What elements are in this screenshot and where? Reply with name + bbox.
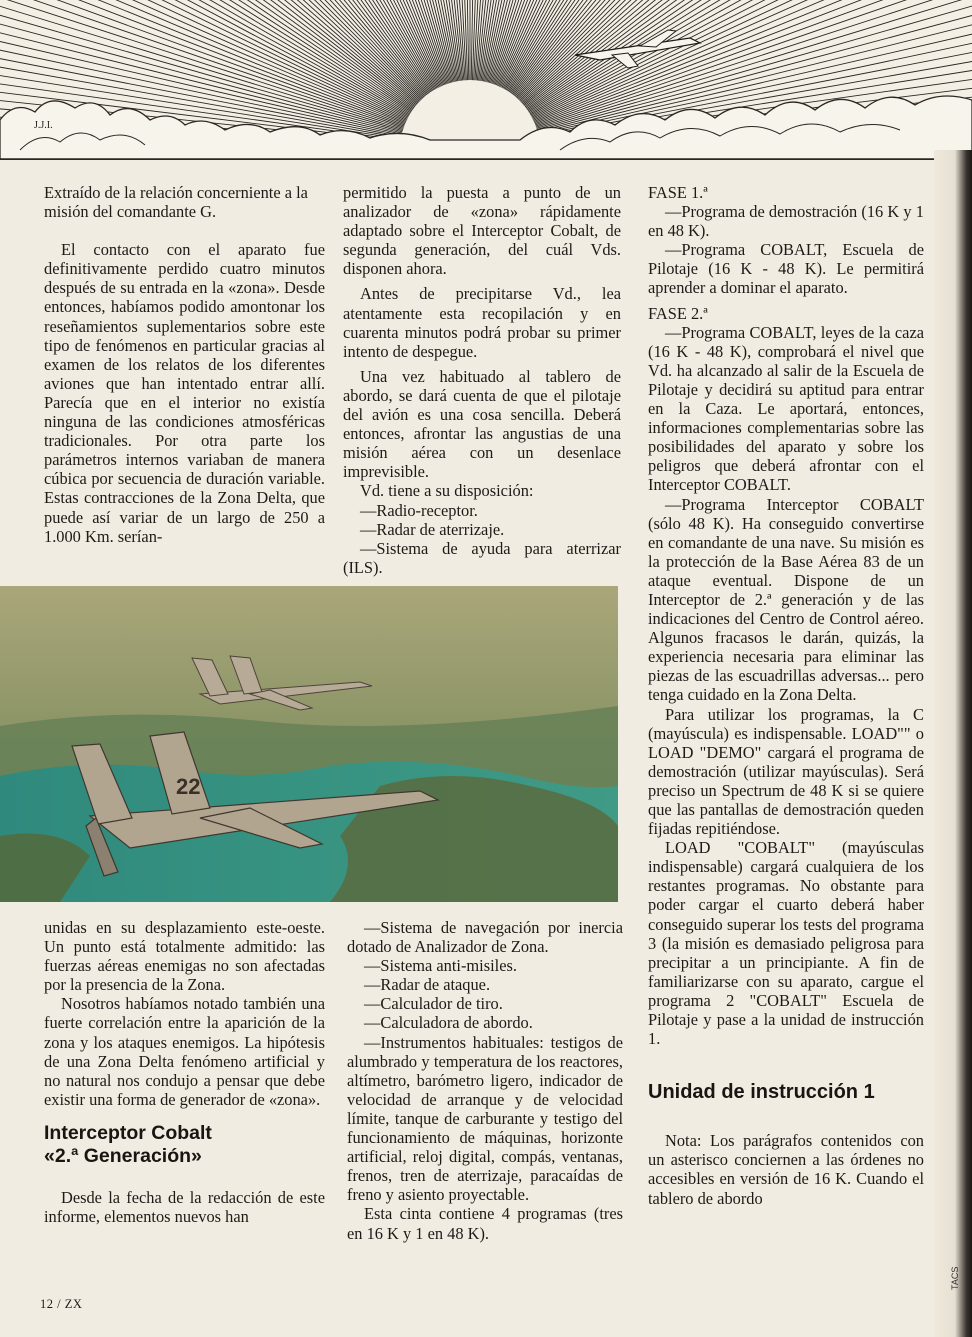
list-item: —Sistema anti-misiles. — [364, 956, 517, 976]
column-3 — [648, 183, 924, 1208]
side-tag: TACS — [950, 1266, 960, 1290]
page-edge-shadow — [934, 150, 972, 1337]
phase-label: FASE 1.ª — [648, 183, 708, 202]
page-number: 12 / ZX — [40, 1297, 83, 1311]
body-paragraph: Desde la fecha de la redacción de este informe, elementos nuevos han — [44, 1187, 325, 1227]
column-2-top — [343, 183, 621, 577]
body-paragraph: permitido la puesta a punto de un analizador de «zona» rápidamente adaptado sobre el Interceptor Cobalt, de segunda generación, del cuál Vds. disponen ahora. — [343, 183, 621, 279]
list-item: —Sistema de navegación por inercia dotado de Analizador de Zona. — [347, 918, 623, 957]
body-paragraph: Esta cinta contiene 4 programas (tres en 16 K y 1 en 48 K). — [347, 1204, 623, 1243]
fighter-jets-photo — [0, 586, 618, 902]
header-illustration — [0, 0, 972, 160]
column-1-bottom — [44, 918, 325, 1226]
body-paragraph: Nosotros habíamos notado también una fuerte correlación entre la aparición de la zona y los ataques enemigos. La hipótesis de una Zona Delta fenómeno artificial y no natural nos condujo a pensar que debe existir una forma de generador de «zona». — [44, 994, 325, 1109]
list-item: —Radar de ataque. — [364, 975, 491, 995]
note-paragraph: Nota: Los parágrafos contenidos con un asterisco conciernen a las órdenes no accesibles en versión de 16 K. Cuando el tablero de abordo — [648, 1131, 924, 1208]
list-item: —Programa Interceptor COBALT (sólo 48 K). Ha conseguido convertirse en comandante de una nave. Su misión es la protección de la Base Aérea 83 de un ataque eventual. Dispone de un Interceptor de 2.ª generación y de las indicaciones del Centro de Control aéreo. Algunos fracasos le darán, quizás, la experiencia necesaria para eliminar las piezas de las escuadrillas adversas... pero tenga cuidado en la Zona Delta. — [648, 494, 924, 705]
list-item: —Sistema de ayuda para aterrizar (ILS). — [343, 538, 621, 577]
intro-paragraph: Extraído de la relación concerniente a la misión del comandante G. — [44, 183, 308, 222]
phase-label: FASE 2.ª — [648, 303, 708, 323]
section-heading-line1: Interceptor Cobalt — [44, 1121, 212, 1144]
artist-signature: J.J.I. — [34, 120, 53, 131]
tail-number: 22 — [176, 774, 201, 799]
body-paragraph: El contacto con el aparato fue definitivamente perdido cuatro minutos después de su entrada en la «zona». Desde entonces, habíamos podido amontonar los reseñamientos suplementarios sobre este tipo de fenómenos en particular gracias al examen de los relatos de los diferentes aviones que han intentado entrar allí. Parecía que en el interior no existía ninguna de las condiciones atmosféricas tradicionales. Por otra parte los parámetros internos variaban de manera cúbica por secuencia de duración variable. Estas contracciones de la Zona Delta, que puede así variar de un largo de 250 a 1.000 Km. serían- — [44, 240, 325, 546]
list-item: —Programa COBALT, Escuela de Pilotaje (16 K - 48 K). Le permitirá aprender a dominar el aparato. — [648, 240, 924, 298]
section-heading-line2: «2.ª Generación» — [44, 1144, 202, 1167]
list-item: —Radio-receptor. — [360, 500, 478, 520]
list-item: —Programa de demostración (16 K y 1 en 48 K). — [648, 202, 924, 241]
body-paragraph: Vd. tiene a su disposición: — [360, 481, 534, 501]
section-heading — [44, 1122, 325, 1168]
list-item: —Radar de aterrizaje. — [360, 519, 505, 539]
section-heading: Unidad de instrucción 1 — [648, 1081, 875, 1104]
column-1-top — [44, 183, 325, 546]
column-2-bottom — [347, 918, 623, 1243]
body-paragraph: Para utilizar los programas, la C (mayúscula) es indispensable. LOAD"" o LOAD "DEMO" cargará el programa de demostración (utilizar mayúsculas). Será preciso un Spectrum de 48 K si se quiere que las pantallas de demostración queden fijadas repitiéndose. — [648, 704, 924, 839]
body-paragraph: Una vez habituado al tablero de abordo, se dará cuenta de que el pilotaje del avión es una cosa sencilla. Deberá entonces, afrontar las angustias de una misión aérea con un desenlace imprevisible. — [343, 366, 621, 482]
list-item: —Programa COBALT, leyes de la caza (16 K - 48 K), comprobará el nivel que Vd. ha alcanzado al salir de la Escuela de Pilotaje y decidirá su aptitud para entrar en la Caza. Le aportará, entonces, informaciones complementarias sobre las posibilidades del aparato y sobre los peligros que deberá afrontar con el Interceptor COBALT. — [648, 322, 924, 495]
body-paragraph: Antes de precipitarse Vd., lea atentamente esta recopilación y en cuarenta minutos podrá probar su primer intento de despegue. — [343, 284, 621, 361]
body-paragraph: LOAD "COBALT" (mayúsculas indispensable) cargará cualquiera de los restantes programas. No obstante para poder cargar el cuarto deberá haber conseguido superar los tests del programa 3 (la misión es demasiado peligrosa para precipitar a un principiante. A fin de familiarizarse con su aparato, cargue el programa 2 "COBALT" Escuela de Pilotaje y pase a la unidad de instrucción 1. — [648, 838, 924, 1049]
list-item: —Calculador de tiro. — [364, 994, 503, 1014]
body-paragraph: unidas en su desplazamiento este-oeste. Un punto está totalmente admitido: las fuerzas aéreas enemigas no son afectadas por la presencia de la Zona. — [44, 918, 325, 995]
list-item: —Calculadora de abordo. — [364, 1013, 533, 1033]
list-item: —Instrumentos habituales: testigos de alumbrado y temperatura de los reactores, altímetro, barómetro ligero, indicador de velocidad de arranque y de velocidad límite, tanque de carburante y testigo del funcionamiento de máquinas, horizonte artificial, reloj digital, compás, ventanas, frenos, tren de aterrizaje, paracaídas de freno y asiento proyectable. — [347, 1032, 623, 1205]
